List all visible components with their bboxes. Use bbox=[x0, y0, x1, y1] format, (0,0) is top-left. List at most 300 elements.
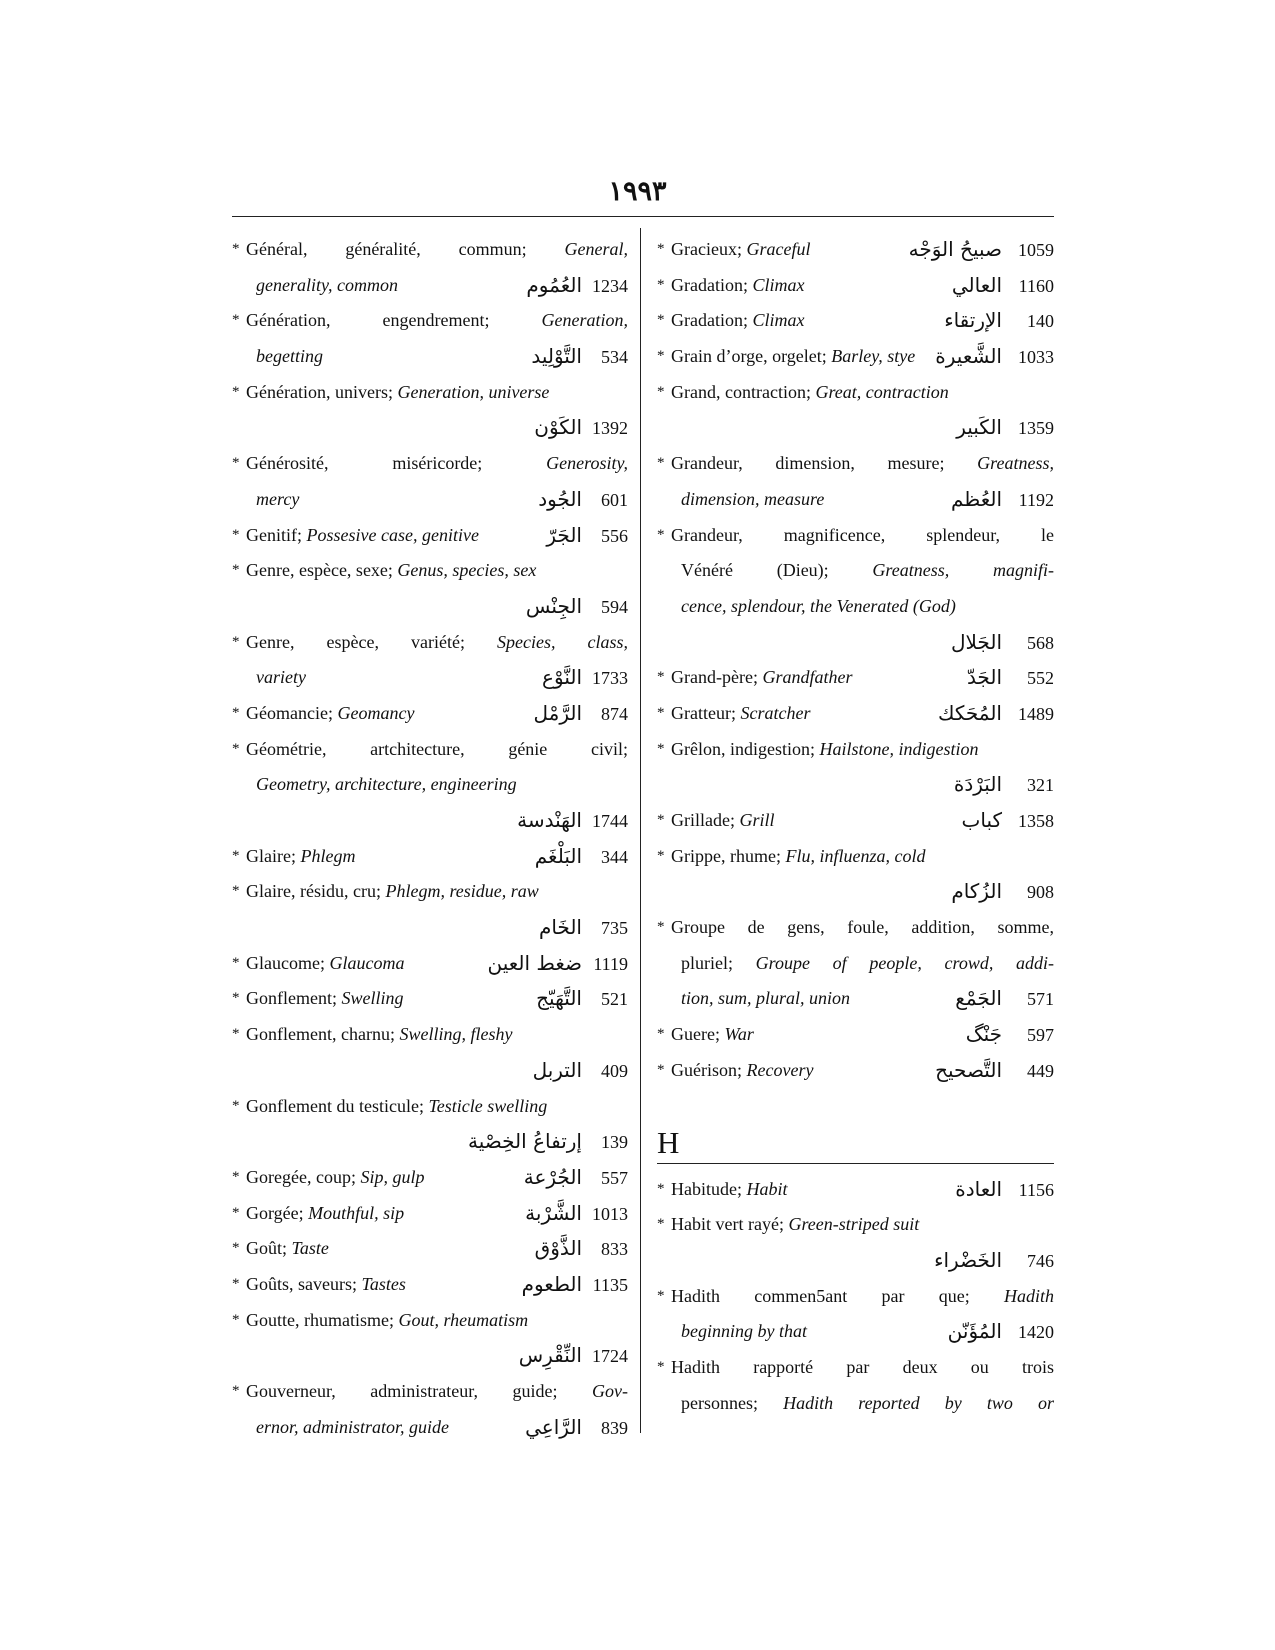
entry-text bbox=[246, 703, 414, 723]
entry-line bbox=[657, 232, 1054, 268]
entry-text bbox=[256, 489, 299, 509]
entry-line bbox=[232, 375, 628, 411]
reference-number: 521 bbox=[601, 989, 628, 1010]
reference-number: 1358 bbox=[1018, 811, 1054, 831]
entry-text bbox=[256, 275, 398, 295]
french-term: Goutte, rhumatisme; bbox=[246, 1309, 399, 1330]
reference-number: 1724 bbox=[592, 1346, 628, 1367]
entry-text bbox=[671, 446, 1054, 482]
bullet-asterisk: * bbox=[232, 883, 240, 900]
entry-reference bbox=[525, 1410, 628, 1447]
dictionary-entry bbox=[657, 1053, 1054, 1089]
reference-number: 839 bbox=[601, 1417, 628, 1438]
dictionary-entry bbox=[232, 1267, 628, 1303]
dictionary-entry bbox=[232, 1196, 628, 1232]
dictionary-entry bbox=[657, 518, 1054, 661]
entry-text bbox=[246, 625, 628, 661]
reference-number: 552 bbox=[1027, 668, 1054, 689]
entry-text bbox=[246, 732, 628, 768]
english-term: Gov- bbox=[592, 1381, 628, 1401]
bullet-asterisk: * bbox=[657, 312, 665, 329]
entry-line bbox=[232, 589, 628, 625]
entry-text bbox=[246, 881, 539, 901]
english-term: mercy bbox=[256, 488, 300, 509]
entry-reference bbox=[487, 946, 628, 983]
arabic-term: الرَّمْل bbox=[533, 700, 582, 725]
arabic-term: النَّوْع bbox=[542, 665, 582, 690]
dictionary-entry bbox=[657, 1279, 1054, 1350]
french-term: Glaucome; bbox=[246, 952, 330, 973]
entry-line bbox=[232, 910, 628, 946]
french-term: Gracieux; bbox=[671, 239, 747, 259]
french-term: Gorgée; bbox=[246, 1202, 309, 1223]
entry-line bbox=[657, 1350, 1054, 1386]
entry-reference bbox=[951, 874, 1054, 911]
reference-number: 746 bbox=[1027, 1250, 1054, 1271]
arabic-term: الخَضْراء bbox=[934, 1247, 1002, 1272]
entry-text bbox=[671, 1279, 1054, 1315]
bullet-asterisk: * bbox=[232, 562, 240, 579]
entry-text bbox=[681, 489, 824, 509]
entry-line bbox=[657, 1017, 1054, 1053]
dictionary-entry bbox=[232, 1303, 628, 1374]
entry-text bbox=[671, 310, 804, 330]
dictionary-entry bbox=[657, 303, 1054, 339]
entry-line bbox=[232, 946, 628, 982]
entry-text bbox=[671, 239, 810, 259]
bullet-asterisk: * bbox=[232, 383, 240, 400]
dictionary-entry bbox=[232, 625, 628, 696]
dictionary-entry bbox=[232, 1017, 628, 1088]
dictionary-entry bbox=[232, 874, 628, 945]
entry-line bbox=[232, 1303, 628, 1339]
french-term: Géomancie; bbox=[246, 702, 338, 723]
english-term: Scratcher bbox=[740, 702, 811, 723]
section-gap bbox=[657, 1089, 1054, 1115]
reference-number: 601 bbox=[601, 489, 628, 510]
entry-line bbox=[232, 1053, 628, 1089]
bullet-asterisk: * bbox=[657, 847, 665, 864]
french-term: Genre, espèce, variété; bbox=[246, 631, 497, 652]
dictionary-entry bbox=[232, 1160, 628, 1196]
french-term: Gradation; bbox=[671, 310, 753, 331]
english-term: Geomancy bbox=[337, 702, 415, 723]
entry-text bbox=[681, 1386, 1054, 1422]
entry-line bbox=[657, 839, 1054, 875]
entry-line bbox=[657, 589, 1054, 625]
entry-line bbox=[657, 1207, 1054, 1243]
bullet-asterisk: * bbox=[657, 348, 665, 365]
entry-text bbox=[671, 810, 775, 830]
entry-text bbox=[671, 382, 949, 402]
arabic-term: البَرْدَة bbox=[953, 772, 1002, 797]
english-term: Greatness, bbox=[977, 453, 1054, 474]
bullet-asterisk: * bbox=[232, 1275, 240, 1292]
bullet-asterisk: * bbox=[657, 526, 665, 543]
arabic-term: الجَرّ bbox=[546, 522, 582, 547]
french-term: Goregée, coup; bbox=[246, 1166, 361, 1187]
dictionary-entry bbox=[232, 303, 628, 374]
arabic-term: الخَام bbox=[538, 915, 582, 940]
entry-line bbox=[657, 1314, 1054, 1350]
bullet-asterisk: * bbox=[232, 633, 240, 650]
dictionary-entry bbox=[232, 446, 628, 517]
reference-number: 140 bbox=[1027, 311, 1054, 332]
french-term: Gonflement du testicule; bbox=[246, 1095, 429, 1116]
entry-text bbox=[256, 667, 306, 687]
bullet-asterisk: * bbox=[657, 383, 665, 400]
reference-number: 1059 bbox=[1018, 240, 1054, 260]
entry-text bbox=[246, 1238, 329, 1258]
dictionary-entry bbox=[232, 375, 628, 446]
reference-number: 1119 bbox=[593, 953, 628, 974]
reference-number: 568 bbox=[1027, 632, 1054, 653]
english-term: begetting bbox=[256, 346, 323, 367]
entry-line bbox=[232, 1124, 628, 1160]
arabic-term: الذَّوْق bbox=[534, 1236, 582, 1261]
reference-number: 1234 bbox=[592, 275, 628, 296]
entry-line bbox=[657, 625, 1054, 661]
french-term: Génération, engendrement; bbox=[246, 310, 542, 331]
entry-text bbox=[671, 667, 852, 687]
english-term: Glaucoma bbox=[329, 952, 405, 973]
english-term: variety bbox=[256, 667, 306, 688]
english-term: cence, splendour, the Venerated (God) bbox=[681, 595, 956, 616]
arabic-term: صبيحُ الوَجْه bbox=[908, 237, 1002, 261]
entry-line bbox=[657, 446, 1054, 482]
english-term: Swelling, fleshy bbox=[399, 1024, 513, 1045]
french-term: Genitif; bbox=[246, 524, 307, 545]
arabic-term: العالي bbox=[951, 272, 1002, 297]
french-term: pluriel; bbox=[681, 952, 756, 973]
entry-reference bbox=[955, 981, 1054, 1018]
arabic-term: المُحَكك bbox=[937, 700, 1002, 725]
arabic-term: الزُكام bbox=[951, 879, 1002, 904]
french-term: Générosité, miséricorde; bbox=[246, 453, 547, 474]
bullet-asterisk: * bbox=[232, 241, 240, 257]
entry-line bbox=[657, 1279, 1054, 1315]
dictionary-entry bbox=[657, 732, 1054, 803]
entry-line bbox=[657, 303, 1054, 339]
entry-reference bbox=[951, 625, 1054, 662]
reference-number: 594 bbox=[601, 596, 628, 617]
arabic-term: العُمُوم bbox=[526, 272, 582, 297]
english-term: Green-striped suit bbox=[788, 1214, 920, 1235]
reference-number: 449 bbox=[1027, 1060, 1054, 1081]
reference-number: 557 bbox=[601, 1167, 628, 1188]
entry-reference bbox=[524, 1160, 628, 1197]
french-term: Genre, espèce, sexe; bbox=[246, 560, 398, 581]
entry-text bbox=[246, 303, 628, 339]
entry-line bbox=[232, 981, 628, 1017]
english-term: dimension, measure bbox=[681, 488, 825, 509]
english-term: Phlegm bbox=[300, 845, 356, 866]
entry-reference bbox=[938, 696, 1054, 733]
entry-line bbox=[657, 339, 1054, 375]
entry-reference bbox=[909, 232, 1054, 269]
dictionary-entry bbox=[657, 1350, 1054, 1421]
dictionary-entry bbox=[232, 553, 628, 624]
entry-text bbox=[246, 525, 479, 545]
dictionary-entry bbox=[232, 1089, 628, 1160]
reference-number: 1192 bbox=[1018, 489, 1054, 510]
entry-line bbox=[657, 518, 1054, 554]
left-column bbox=[232, 232, 628, 1445]
english-term: tion, sum, plural, union bbox=[681, 988, 851, 1009]
entry-line bbox=[657, 268, 1054, 304]
english-term: beginning by that bbox=[681, 1321, 807, 1342]
entry-reference bbox=[952, 268, 1054, 305]
french-term: Guere; bbox=[671, 1024, 725, 1045]
english-term: Great, contraction bbox=[815, 381, 949, 402]
entry-text bbox=[681, 596, 956, 616]
dictionary-entry bbox=[657, 1017, 1054, 1053]
english-term: General, bbox=[564, 239, 628, 259]
entry-reference bbox=[533, 696, 628, 733]
entry-line bbox=[657, 696, 1054, 732]
french-term: Génération, univers; bbox=[246, 381, 398, 402]
dictionary-entry bbox=[657, 375, 1054, 446]
arabic-term: ضغط العين bbox=[487, 950, 582, 975]
entry-reference bbox=[468, 1124, 628, 1161]
bullet-asterisk: * bbox=[232, 954, 240, 971]
entry-text bbox=[246, 1024, 512, 1044]
entry-reference bbox=[542, 660, 628, 697]
reference-number: 1744 bbox=[592, 811, 628, 831]
french-term: Gouverneur, administrateur, guide; bbox=[246, 1381, 593, 1401]
entry-reference bbox=[948, 1314, 1054, 1351]
entry-line bbox=[232, 732, 628, 768]
entry-line bbox=[232, 303, 628, 339]
page-number: ١٩٩٣ bbox=[608, 176, 667, 206]
dictionary-entry bbox=[657, 268, 1054, 304]
entry-text bbox=[246, 446, 628, 482]
entry-line bbox=[657, 981, 1054, 1017]
entry-text bbox=[246, 1167, 424, 1187]
entry-text bbox=[671, 1060, 813, 1080]
french-term: Général, généralité, commun; bbox=[246, 239, 565, 259]
french-term: Gratteur; bbox=[671, 702, 741, 723]
english-term: Grill bbox=[739, 810, 775, 830]
entry-line bbox=[232, 553, 628, 589]
arabic-term: البَلْغَم bbox=[534, 843, 582, 868]
entry-text bbox=[246, 560, 536, 580]
bullet-asterisk: * bbox=[232, 312, 240, 329]
entry-line bbox=[232, 696, 628, 732]
english-term: Tastes bbox=[361, 1273, 406, 1294]
english-term: Sip, gulp bbox=[360, 1166, 425, 1187]
entry-line bbox=[657, 375, 1054, 411]
bullet-asterisk: * bbox=[232, 1168, 240, 1185]
bullet-asterisk: * bbox=[657, 812, 665, 828]
entry-text bbox=[246, 1310, 528, 1330]
bullet-asterisk: * bbox=[232, 1026, 240, 1043]
entry-reference bbox=[966, 1017, 1054, 1054]
arabic-term: كباب bbox=[961, 808, 1002, 832]
french-term: Grand, contraction; bbox=[671, 381, 816, 402]
entry-text bbox=[246, 1274, 406, 1294]
entry-reference bbox=[525, 1196, 628, 1233]
english-term: Hadith bbox=[1003, 1285, 1054, 1306]
arabic-term: الهَنْدسة bbox=[517, 808, 582, 832]
entry-line bbox=[657, 660, 1054, 696]
entry-reference bbox=[531, 339, 628, 376]
bullet-asterisk: * bbox=[657, 740, 665, 757]
entry-line bbox=[232, 1267, 628, 1303]
entry-reference bbox=[533, 1053, 628, 1090]
french-term: Goûts, saveurs; bbox=[246, 1273, 362, 1294]
reference-number: 597 bbox=[1027, 1025, 1054, 1046]
reference-number: 1156 bbox=[1018, 1179, 1054, 1200]
dictionary-entry bbox=[232, 232, 628, 303]
entry-line bbox=[232, 767, 628, 803]
entry-reference bbox=[517, 803, 628, 840]
bullet-asterisk: * bbox=[232, 847, 240, 864]
bullet-asterisk: * bbox=[232, 1383, 240, 1399]
arabic-term: الكَبير bbox=[956, 415, 1002, 440]
entry-line bbox=[657, 1386, 1054, 1422]
entry-text bbox=[681, 1321, 807, 1341]
english-term: Greatness, magnifi- bbox=[872, 560, 1054, 581]
french-term: Grêlon, indigestion; bbox=[671, 738, 820, 759]
dictionary-entry bbox=[232, 732, 628, 839]
entry-text bbox=[671, 518, 1054, 554]
reference-number: 534 bbox=[601, 347, 628, 368]
entry-line bbox=[232, 1231, 628, 1267]
french-term: Gradation; bbox=[671, 274, 753, 295]
entry-reference bbox=[955, 1172, 1054, 1209]
entry-line bbox=[657, 803, 1054, 839]
entry-text bbox=[246, 1374, 628, 1410]
english-term: Climax bbox=[752, 310, 805, 331]
bullet-asterisk: * bbox=[657, 704, 665, 721]
dictionary-entry bbox=[657, 803, 1054, 839]
dictionary-entry bbox=[657, 910, 1054, 1017]
reference-number: 1420 bbox=[1018, 1322, 1054, 1343]
bullet-asterisk: * bbox=[657, 919, 665, 936]
arabic-term: الجَمْع bbox=[955, 986, 1002, 1011]
reference-number: 1733 bbox=[592, 668, 628, 689]
french-term: Habit vert rayé; bbox=[671, 1214, 789, 1235]
english-term: Grandfather bbox=[762, 667, 853, 688]
arabic-term: الجَدّ bbox=[966, 665, 1002, 690]
reference-number: 1359 bbox=[1018, 418, 1054, 439]
entry-reference bbox=[935, 339, 1054, 376]
entry-text bbox=[671, 1024, 754, 1044]
right-column bbox=[657, 232, 1054, 1421]
english-term: Groupe of people, crowd, addi- bbox=[755, 952, 1054, 973]
entry-reference bbox=[956, 410, 1054, 447]
french-term: Hadith rapporté par deux ou trois bbox=[671, 1356, 1054, 1377]
entry-text bbox=[256, 1417, 449, 1437]
entry-line bbox=[232, 1196, 628, 1232]
reference-number: 1392 bbox=[592, 418, 628, 439]
bullet-asterisk: * bbox=[232, 526, 240, 543]
entry-reference bbox=[519, 1338, 628, 1375]
entry-reference bbox=[944, 303, 1054, 340]
entry-line bbox=[232, 339, 628, 375]
entry-reference bbox=[526, 589, 628, 626]
entry-line bbox=[657, 553, 1054, 589]
french-term: Goût; bbox=[246, 1238, 292, 1259]
entry-line bbox=[232, 482, 628, 518]
dictionary-entry bbox=[657, 660, 1054, 696]
reference-number: 833 bbox=[601, 1239, 628, 1260]
french-term: Grandeur, magnificence, splendeur, le bbox=[671, 524, 1054, 545]
entry-line bbox=[657, 1053, 1054, 1089]
entry-text bbox=[246, 953, 404, 973]
reference-number: 1013 bbox=[592, 1203, 628, 1224]
entry-line bbox=[657, 1172, 1054, 1208]
french-term: Gonflement; bbox=[246, 988, 342, 1009]
entry-line bbox=[232, 1410, 628, 1446]
english-term: Taste bbox=[291, 1238, 329, 1259]
bullet-asterisk: * bbox=[232, 455, 240, 472]
reference-number: 874 bbox=[601, 703, 628, 724]
english-term: Habit bbox=[746, 1178, 788, 1199]
arabic-term: التَّوْلِيد bbox=[531, 344, 582, 369]
english-term: Hadith reported by two or bbox=[783, 1392, 1054, 1413]
bullet-asterisk: * bbox=[657, 455, 665, 472]
entry-text bbox=[671, 1350, 1054, 1386]
entry-line bbox=[657, 410, 1054, 446]
entry-line bbox=[232, 1089, 628, 1125]
section-g-continued bbox=[657, 232, 1054, 1089]
english-term: Mouthful, sip bbox=[308, 1202, 405, 1223]
arabic-term: الشَّرْبة bbox=[525, 1200, 582, 1225]
arabic-term: التربل bbox=[532, 1057, 582, 1082]
arabic-term: الجَلال bbox=[950, 629, 1002, 654]
english-term: Genus, species, sex bbox=[397, 560, 537, 581]
entry-text bbox=[671, 346, 915, 366]
entry-text bbox=[246, 988, 403, 1008]
entry-line bbox=[657, 482, 1054, 518]
entry-reference bbox=[962, 803, 1054, 840]
arabic-term: التَّهَيّج bbox=[536, 986, 582, 1011]
reference-number: 908 bbox=[1027, 882, 1054, 903]
bullet-asterisk: * bbox=[657, 1026, 665, 1043]
dictionary-entry bbox=[232, 1374, 628, 1445]
bullet-asterisk: * bbox=[232, 704, 240, 721]
dictionary-entry bbox=[657, 696, 1054, 732]
entry-reference bbox=[534, 410, 628, 447]
entry-line bbox=[657, 874, 1054, 910]
column-divider bbox=[640, 228, 641, 1433]
entry-reference bbox=[954, 767, 1054, 804]
english-term: Gout, rheumatism bbox=[398, 1309, 529, 1330]
entry-text bbox=[671, 739, 978, 759]
reference-number: 409 bbox=[601, 1060, 628, 1081]
entry-line bbox=[232, 660, 628, 696]
dictionary-entry bbox=[657, 446, 1054, 517]
reference-number: 1135 bbox=[592, 1274, 628, 1295]
english-term: Testicle swelling bbox=[428, 1095, 548, 1116]
arabic-term: المُؤَنّن bbox=[947, 1319, 1002, 1344]
arabic-term: الجُرْعة bbox=[523, 1164, 582, 1189]
entry-line bbox=[232, 518, 628, 554]
entry-text bbox=[246, 1203, 404, 1223]
french-term: Glaire; bbox=[246, 845, 301, 866]
french-term: Grain d’orge, orgelet; bbox=[671, 346, 832, 367]
entry-line bbox=[232, 232, 628, 268]
entry-reference bbox=[934, 1243, 1054, 1280]
arabic-term: الجُود bbox=[538, 486, 582, 511]
english-term: Hailstone, indigestion bbox=[819, 738, 979, 759]
bullet-asterisk: * bbox=[657, 241, 665, 257]
english-term: Generation, bbox=[541, 310, 628, 331]
english-term: Barley, stye bbox=[831, 346, 916, 367]
entry-line bbox=[232, 1017, 628, 1053]
